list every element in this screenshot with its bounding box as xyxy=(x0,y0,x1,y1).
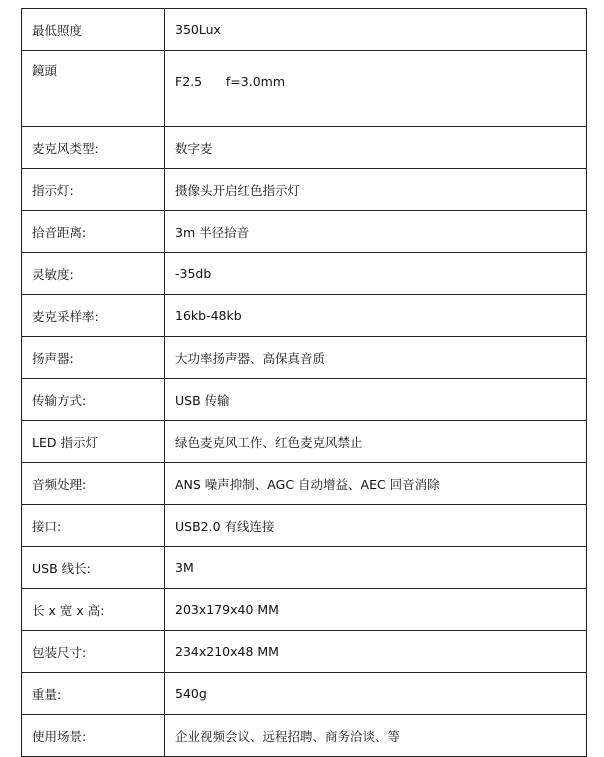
row-value: 摄像头开启红色指示灯 xyxy=(165,169,587,211)
table-row xyxy=(22,295,587,337)
table-row xyxy=(22,505,587,547)
row-label: 指示灯: xyxy=(22,169,165,211)
row-label: 扬声器: xyxy=(22,337,165,379)
row-value: 3m 半径拾音 xyxy=(165,211,587,253)
row-label: 麦克风类型: xyxy=(22,127,165,169)
row-label: USB 线长: xyxy=(22,547,165,589)
row-value: 大功率扬声器、高保真音质 xyxy=(165,337,587,379)
table-row xyxy=(22,169,587,211)
table-row xyxy=(22,421,587,463)
table-row xyxy=(22,9,587,51)
row-value: 绿色麦克风工作、红色麦克风禁止 xyxy=(165,421,587,463)
row-value: F2.5 f=3.0mm xyxy=(165,51,587,127)
row-label: 使用场景: xyxy=(22,715,165,757)
table-row xyxy=(22,379,587,421)
row-value: 3M xyxy=(165,547,587,589)
table-row xyxy=(22,589,587,631)
table-row xyxy=(22,253,587,295)
row-value: 540g xyxy=(165,673,587,715)
table-row xyxy=(22,673,587,715)
row-value: 16kb-48kb xyxy=(165,295,587,337)
spec-table xyxy=(21,8,587,757)
row-value: -35db xyxy=(165,253,587,295)
table-row xyxy=(22,211,587,253)
table-row xyxy=(22,337,587,379)
row-label: 灵敏度: xyxy=(22,253,165,295)
table-row xyxy=(22,51,587,127)
row-label: 包装尺寸: xyxy=(22,631,165,673)
row-value: 203x179x40 MM xyxy=(165,589,587,631)
row-value: 234x210x48 MM xyxy=(165,631,587,673)
table-row xyxy=(22,631,587,673)
row-label: 传输方式: xyxy=(22,379,165,421)
row-value: 数字麦 xyxy=(165,127,587,169)
row-label: 接口: xyxy=(22,505,165,547)
row-value: USB2.0 有线连接 xyxy=(165,505,587,547)
table-row xyxy=(22,127,587,169)
row-label: 音频处理: xyxy=(22,463,165,505)
table-row xyxy=(22,547,587,589)
row-value: USB 传输 xyxy=(165,379,587,421)
row-value: 350Lux xyxy=(165,9,587,51)
row-value: 企业视频会议、远程招聘、商务洽谈、等 xyxy=(165,715,587,757)
row-label: 鏡頭 xyxy=(22,51,165,127)
row-label: 拾音距离: xyxy=(22,211,165,253)
row-label: LED 指示灯 xyxy=(22,421,165,463)
row-label: 麦克采样率: xyxy=(22,295,165,337)
row-value: ANS 噪声抑制、AGC 自动增益、AEC 回音消除 xyxy=(165,463,587,505)
row-label: 重量: xyxy=(22,673,165,715)
row-label: 长 x 宽 x 高: xyxy=(22,589,165,631)
table-row xyxy=(22,715,587,757)
row-label: 最低照度 xyxy=(22,9,165,51)
table-row xyxy=(22,463,587,505)
